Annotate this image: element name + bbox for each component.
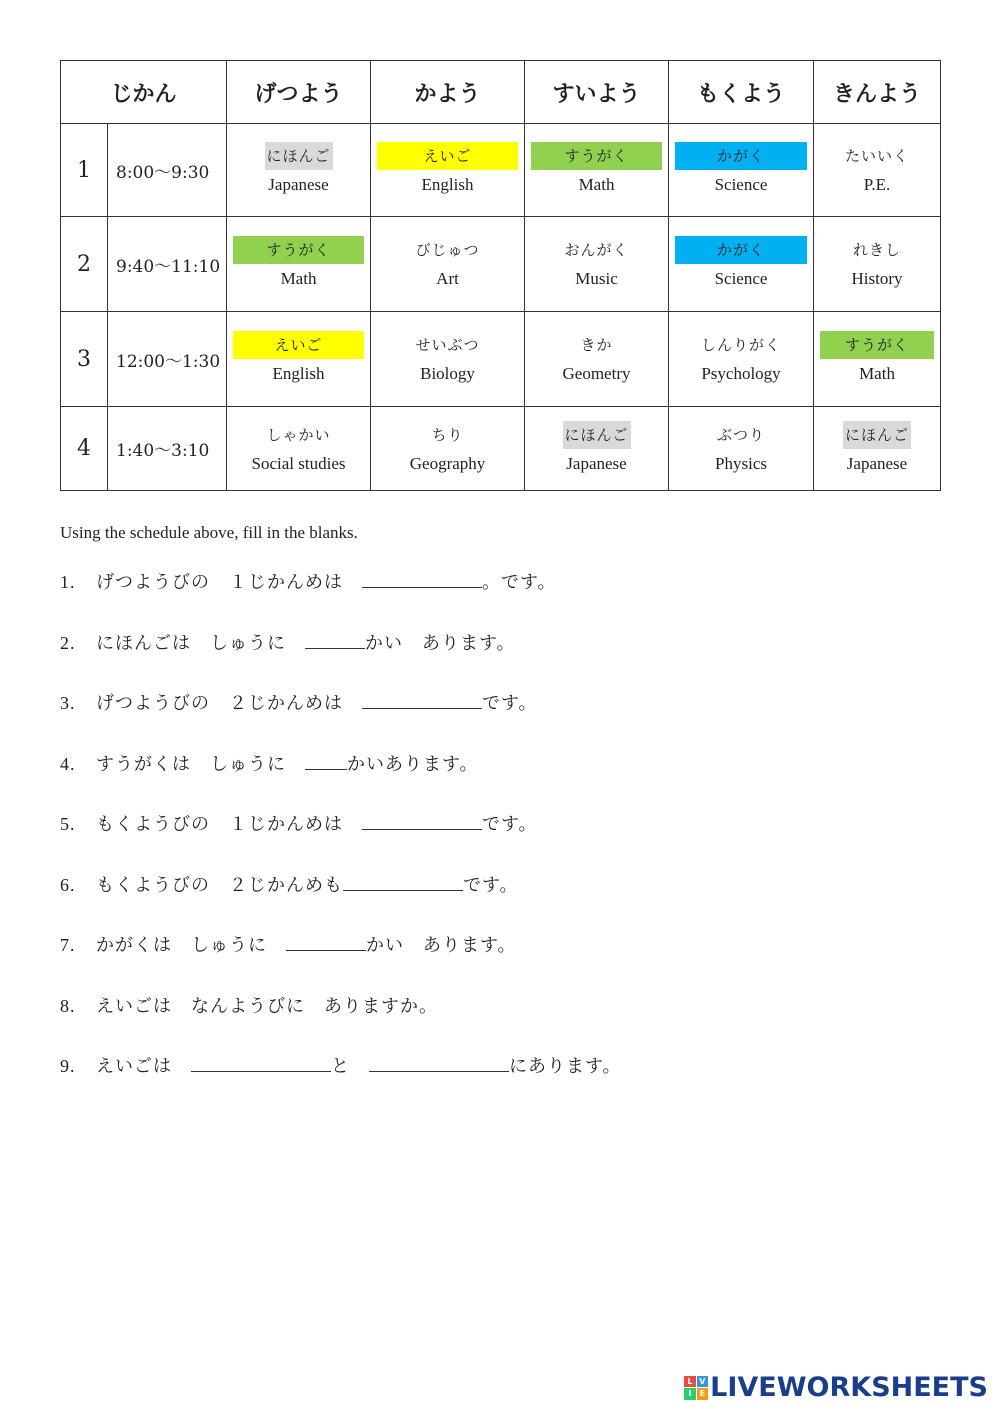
period-number: 1: [61, 124, 108, 217]
question-number: 6.: [60, 874, 76, 895]
class-cell: [525, 312, 669, 407]
table-header-row: [61, 61, 941, 124]
question-item: [60, 750, 479, 776]
subject-english: Science: [714, 269, 768, 288]
question-item: [60, 810, 538, 836]
class-cell: [227, 217, 371, 312]
question-text: すうがくは しゅうに: [96, 753, 305, 775]
table-row: [61, 124, 941, 217]
subject-kana: にほんご: [843, 421, 911, 449]
class-cell: [814, 407, 941, 491]
class-cell: [227, 312, 371, 407]
subject-kana: ちり: [431, 425, 464, 444]
instructions: Using the schedule above, fill in the blanks.: [60, 523, 358, 542]
class-cell: [814, 124, 941, 217]
subject-english: Music: [575, 269, 618, 288]
subject-english: Art: [436, 269, 459, 288]
question-text: えいごは: [96, 1056, 191, 1077]
question-text: かい あります。: [365, 632, 516, 654]
question-number: 3.: [60, 693, 76, 713]
class-cell: [525, 217, 669, 312]
question-number: 8.: [60, 995, 76, 1016]
subject-english: Japanese: [268, 175, 329, 194]
subject-english: English: [421, 175, 474, 194]
class-cell: [669, 124, 814, 217]
question-item: [60, 992, 438, 1018]
header-tuesday: かよう: [371, 61, 525, 124]
subject-kana: ぶつり: [717, 425, 766, 444]
subject-kana: せいぶつ: [415, 336, 480, 354]
header-monday: げつよう: [227, 61, 371, 124]
period-time: 8:00～9:30: [108, 124, 227, 217]
question-number: 1.: [60, 572, 76, 592]
question-item: [60, 689, 538, 715]
subject-english: Science: [714, 175, 768, 194]
logo-tile: I: [684, 1388, 696, 1400]
subject-english: Psychology: [701, 364, 781, 383]
question-text: もくようびの ２じかんめも: [96, 874, 343, 896]
class-cell: [814, 312, 941, 407]
brand-footer: [684, 1372, 988, 1403]
subject-english: Math: [859, 364, 895, 383]
subject-english: Physics: [715, 453, 767, 473]
logo-tile: V: [697, 1376, 709, 1388]
answer-blank[interactable]: [362, 571, 482, 588]
question-text: です。: [463, 874, 519, 896]
class-cell: [371, 407, 525, 491]
question-text: かい あります。: [366, 935, 517, 956]
question-number: 4.: [60, 753, 76, 774]
class-cell: [525, 124, 669, 217]
logo-tile: E: [697, 1388, 709, 1400]
schedule-table: [60, 60, 941, 491]
table-row: [61, 312, 941, 407]
subject-english: Math: [578, 175, 615, 194]
answer-blank[interactable]: [191, 1055, 331, 1072]
subject-english: English: [272, 364, 325, 383]
header-thursday: もくよう: [669, 61, 814, 124]
subject-kana: かがく: [675, 142, 807, 170]
subject-english: Japanese: [566, 453, 627, 473]
subject-kana: おんがく: [564, 241, 629, 259]
subject-english: History: [851, 269, 903, 288]
question-text: です。: [482, 814, 538, 835]
period-number: 4: [61, 407, 108, 491]
question-number: 5.: [60, 814, 76, 834]
question-item: [60, 568, 557, 594]
subject-kana: しゃかい: [266, 425, 331, 444]
question-number: 7.: [60, 935, 76, 955]
subject-kana: きか: [580, 336, 613, 354]
answer-blank[interactable]: [343, 874, 463, 891]
header-friday: きんよう: [814, 61, 941, 124]
question-text: にほんごは しゅうに: [96, 632, 305, 654]
answer-blank[interactable]: [305, 632, 365, 649]
question-text: にあります。: [509, 1056, 622, 1077]
class-cell: [227, 124, 371, 217]
period-time: 1:40～3:10: [108, 407, 227, 491]
class-cell: [669, 217, 814, 312]
class-cell: [371, 217, 525, 312]
subject-kana: びじゅつ: [415, 241, 480, 259]
period-number: 3: [61, 312, 108, 407]
subject-kana: すうがく: [233, 236, 364, 264]
answer-blank[interactable]: [369, 1055, 509, 1072]
subject-kana: たいいく: [845, 147, 910, 165]
liveworksheets-logo-icon: [684, 1376, 708, 1400]
question-text: かいあります。: [347, 753, 479, 775]
header-time: じかん: [61, 61, 227, 124]
class-cell: [525, 407, 669, 491]
subject-kana: すうがく: [820, 331, 934, 359]
logo-tile: L: [684, 1376, 696, 1388]
subject-english: Geometry: [562, 364, 631, 383]
question-text: げつようびの １じかんめは: [96, 572, 362, 593]
table-row: [61, 217, 941, 312]
table-row: [61, 407, 941, 491]
subject-kana: れきし: [853, 241, 902, 259]
question-item: [60, 629, 516, 655]
subject-kana: えいご: [377, 142, 518, 170]
period-time: 12:00～1:30: [108, 312, 227, 407]
subject-kana: えいご: [233, 331, 364, 359]
subject-english: P.E.: [863, 175, 891, 194]
subject-kana: にほんご: [563, 421, 631, 449]
subject-kana: しんりがく: [701, 336, 782, 354]
question-text: です。: [482, 693, 538, 714]
subject-kana: にほんご: [265, 142, 333, 170]
answer-blank[interactable]: [305, 753, 347, 770]
class-cell: [814, 217, 941, 312]
class-cell: [371, 124, 525, 217]
question-text: 。です。: [482, 572, 557, 593]
subject-english: Geography: [409, 453, 486, 473]
question-item: [60, 871, 519, 897]
question-item: [60, 931, 517, 957]
question-item: [60, 1052, 622, 1078]
answer-blank[interactable]: [362, 692, 482, 709]
subject-kana: すうがく: [531, 142, 662, 170]
question-text: かがくは しゅうに: [96, 935, 286, 956]
question-text: と: [331, 1056, 369, 1077]
class-cell: [371, 312, 525, 407]
period-number: 2: [61, 217, 108, 312]
subject-kana: かがく: [675, 236, 807, 264]
period-time: 9:40～11:10: [108, 217, 227, 312]
question-text: げつようびの ２じかんめは: [96, 693, 362, 714]
question-number: 2.: [60, 632, 76, 653]
answer-blank[interactable]: [286, 934, 366, 951]
class-cell: [669, 407, 814, 491]
subject-english: Math: [280, 269, 317, 288]
class-cell: [669, 312, 814, 407]
question-text: えいごは なんようびに ありますか。: [96, 995, 438, 1017]
class-cell: [227, 407, 371, 491]
question-number: 9.: [60, 1056, 76, 1076]
subject-english: Biology: [420, 364, 475, 383]
subject-english: Japanese: [846, 453, 908, 473]
brand-name: LIVEWORKSHEETS: [710, 1372, 988, 1403]
question-text: もくようびの １じかんめは: [96, 814, 362, 835]
answer-blank[interactable]: [362, 813, 482, 830]
header-wednesday: すいよう: [525, 61, 669, 124]
subject-english: Social studies: [251, 453, 346, 473]
